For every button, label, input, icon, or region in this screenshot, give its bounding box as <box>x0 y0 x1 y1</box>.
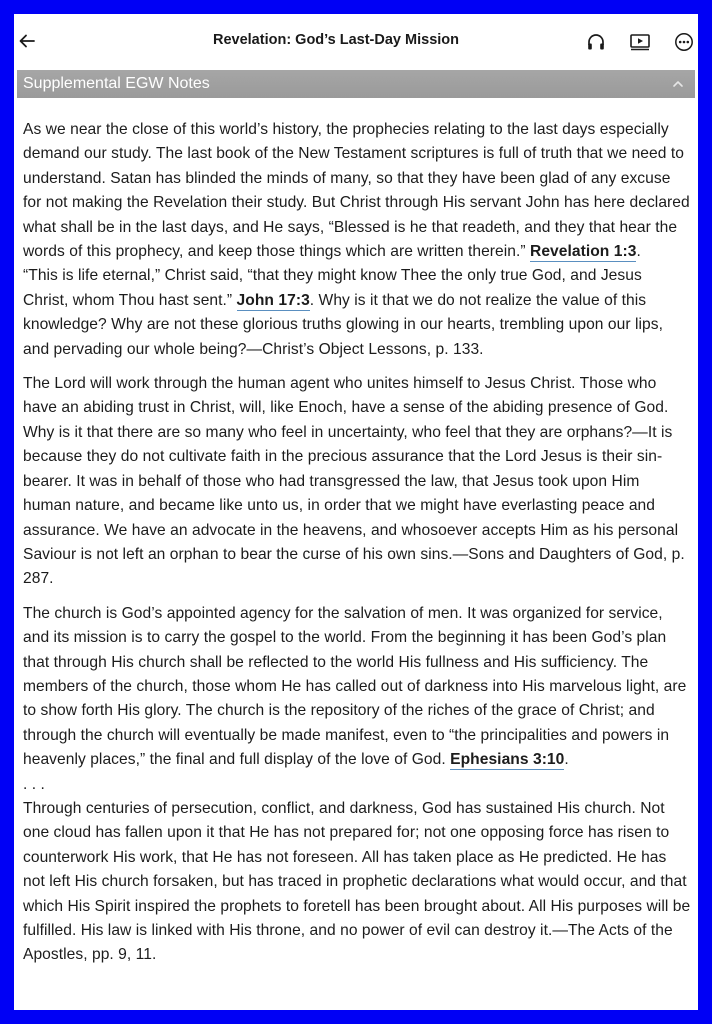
audio-button[interactable] <box>584 30 608 54</box>
paragraph-text: . Why is it that we do not realize the value of this knowledge? Why are not these glorious truths glowing in our hearts, trembling upon our lips, and pervading our whole being?—Christ’s Object Lessons, p. 133. <box>23 291 663 358</box>
app-window <box>14 14 698 1010</box>
scripture-link-revelation-1-3[interactable]: Revelation 1:3 <box>530 243 637 261</box>
chevron-up-icon[interactable] <box>671 77 685 91</box>
paragraph-text: As we near the close of this world’s history, the prophecies relating to the last days especially demand our study. The last book of the New Testament scriptures is full of truth that we need to understand. Satan has blinded the minds of many, so that they have been glad of any excuse for not making the Revelation their study. But Christ through His servant John has here declared what shall be in the last days, and He says, “Blessed is he that readeth, and they that hear the words of this prophecy, and keep those things which are written therein.” <box>23 121 690 261</box>
paragraph-text: Through centuries of persecution, conflict, and darkness, God has sustained His church. Not one cloud has fallen upon it that He has not prepared for; not one opposing force has risen to counterwork His work, that He has not foreseen. All has taken place as He predicted. He has not left His church forsaken, but has traced in prophetic declarations what would occur, and that which His Spirit inspired the prophets to foretell has been brought about. All His purposes will be fulfilled. His law is linked with His throne, and no power of evil can destroy it.—The Acts of the Apostles, pp. 9, 11. <box>23 799 691 964</box>
paragraph <box>23 602 691 968</box>
paragraph-text: The church is God’s appointed agency for the salvation of men. It was organized for service, and its mission is to carry the gospel to the world. From the beginning it has been God’s plan that through His church shall be reflected to the world His fullness and His sufficiency. The members of the church, those whom He has called out of darkness into His marvelous light, are to show forth His glory. The church is the repository of the riches of the grace of Christ; and through the church will eventually be made manifest, even to “the principalities and powers in heavenly places,” the final and full display of the love of God. <box>23 604 687 769</box>
paragraph-text: “This is life eternal,” Christ said, “that they might know Thee the only true God, and Jesus Christ, whom Thou hast sent.” <box>23 267 642 309</box>
back-button[interactable] <box>16 30 38 52</box>
notes-content <box>23 118 691 978</box>
more-options-button[interactable] <box>672 30 696 54</box>
paragraph <box>23 118 691 362</box>
page-title: Revelation: God’s Last-Day Mission <box>212 32 459 48</box>
paragraph-text: . <box>564 751 569 769</box>
top-bar <box>14 14 698 68</box>
section-title: Supplemental EGW Notes <box>23 75 210 92</box>
paragraph <box>23 372 691 592</box>
back-arrow-icon <box>18 32 36 50</box>
supplemental-notes-header[interactable] <box>17 70 695 98</box>
ellipsis: . . . <box>23 775 45 793</box>
paragraph-text: The Lord will work through the human agent who unites himself to Jesus Christ. Those who have an abiding trust in Christ, will, like Enoch, have a sense of the abiding presence of God. Why is it that there are so many who feel in uncertainty, who feel that they are orphans?—It is because they do not cultivate faith in the precious assurance that the Lord Jesus is their sin-bearer. It was in behalf of those who had transgressed the law, that Jesus took upon Him human nature, and became like unto us, in order that we might have everlasting peace and assurance. We have an advocate in the heavens, and whosoever accepts Him as his personal Saviour is not left an orphan to bear the curse of his own sins.—Sons and Daughters of God, p. 287. <box>23 375 685 588</box>
play-video-icon <box>629 32 651 52</box>
scripture-link-ephesians-3-10[interactable]: Ephesians 3:10 <box>450 751 565 769</box>
paragraph-text: . <box>636 243 641 261</box>
video-button[interactable] <box>628 30 652 54</box>
more-options-icon <box>674 32 694 52</box>
headphones-icon <box>586 32 606 52</box>
scripture-link-john-17-3[interactable]: John 17:3 <box>236 291 310 309</box>
